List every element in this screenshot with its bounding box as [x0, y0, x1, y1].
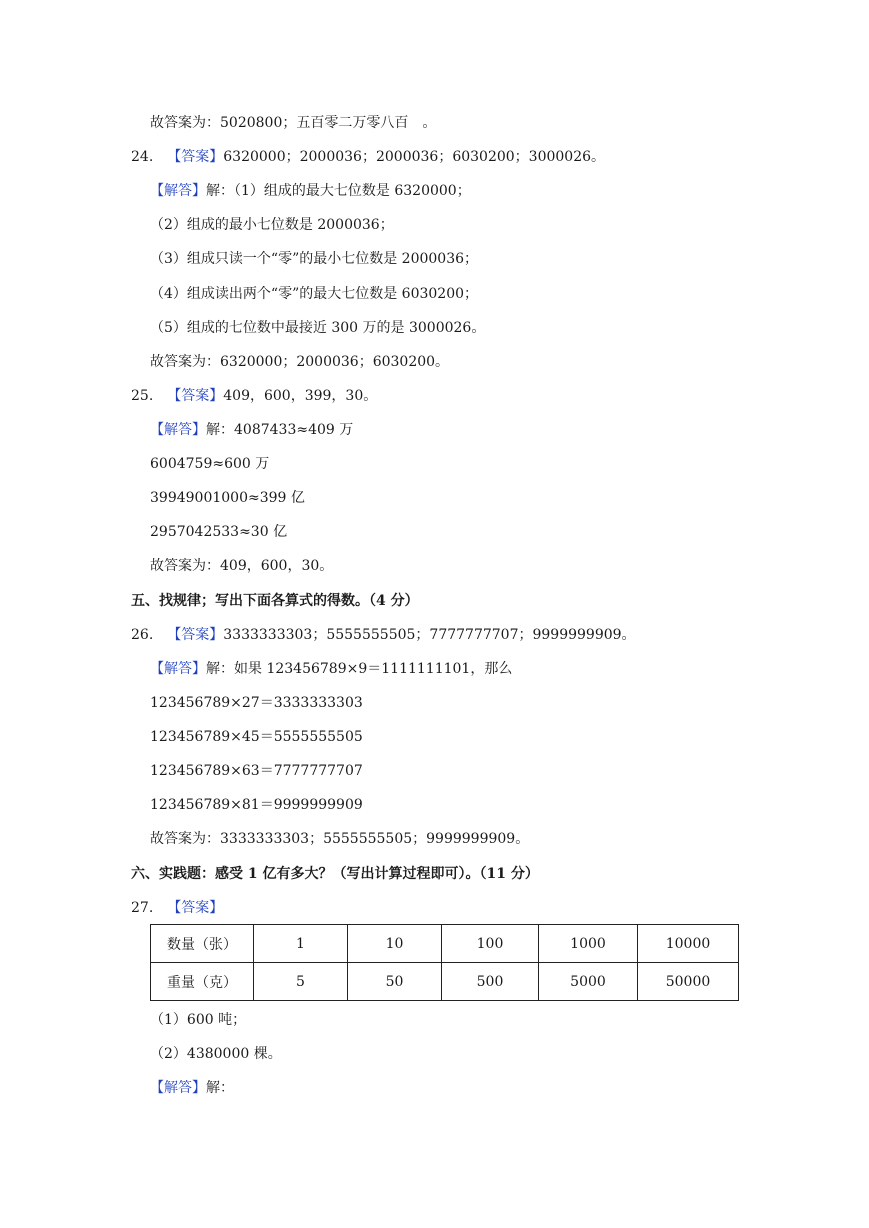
quantity-weight-table: [150, 924, 739, 1001]
question-number: 27.: [131, 900, 154, 916]
question-25-solution: 【解答】解：4087433≈409 万: [150, 422, 354, 438]
table-cell: 5: [254, 963, 348, 1001]
question-25-answer: 25. 【答案】409，600，399，30。: [131, 388, 378, 404]
question-26-solution: 【解答】解：如果 123456789×9＝1111111101，那么: [150, 661, 513, 677]
answer-tag: 【答案】: [167, 149, 224, 165]
question-27-solution: 【解答】解：: [150, 1080, 234, 1096]
answer-tag: 【答案】: [167, 900, 224, 916]
table-cell: 重量（克）: [151, 963, 254, 1001]
solution-step: （5）组成的七位数中最接近 300 万的是 3000026。: [150, 320, 486, 336]
answer-summary-25: 故答案为：409，600，30。: [150, 558, 334, 574]
answer-summary-23: 故答案为：5020800；五百零二万零八百 。: [150, 115, 437, 131]
answer-summary-24: 故答案为：6320000；2000036；6030200。: [150, 354, 450, 370]
table-row: [151, 963, 739, 1001]
solution-step: 123456789×81＝9999999909: [150, 797, 363, 813]
question-24-answer: 24. 【答案】6320000；2000036；2000036；6030200；3000026。: [131, 149, 606, 165]
table-cell: 1000: [539, 925, 638, 963]
table-row: [151, 925, 739, 963]
section-heading-6: 六、实践题：感受 1 亿有多大？（写出计算过程即可）。（11 分）: [131, 866, 539, 882]
answer-part-2: （2）4380000 棵。: [150, 1046, 282, 1062]
solution-tag: 【解答】: [150, 661, 206, 677]
answer-tag: 【答案】: [167, 627, 224, 643]
table-cell: 数量（张）: [151, 925, 254, 963]
solution-step: 6004759≈600 万: [150, 456, 270, 472]
question-number: 26.: [131, 627, 154, 643]
answer-tag: 【答案】: [167, 388, 224, 404]
answer-part-1: （1）600 吨；: [150, 1012, 247, 1028]
table-cell: 5000: [539, 963, 638, 1001]
solution-tag: 【解答】: [150, 1080, 206, 1096]
solution-step: 2957042533≈30 亿: [150, 524, 288, 540]
table-cell: 500: [442, 963, 539, 1001]
solution-step: （4）组成读出两个“零”的最大七位数是 6030200；: [150, 286, 479, 302]
table-cell: 100: [442, 925, 539, 963]
question-number: 25.: [131, 388, 154, 404]
solution-step: 123456789×27＝3333333303: [150, 695, 363, 711]
solution-tag: 【解答】: [150, 183, 206, 199]
solution-step: 123456789×63＝7777777707: [150, 763, 363, 779]
table-cell: 10000: [638, 925, 739, 963]
answer-summary-26: 故答案为：3333333303；5555555505；9999999909。: [150, 831, 530, 847]
solution-step: （3）组成只读一个“零”的最小七位数是 2000036；: [150, 251, 479, 267]
question-27-answer: [131, 899, 223, 917]
solution-step: 123456789×45＝5555555505: [150, 729, 363, 745]
table-cell: 50000: [638, 963, 739, 1001]
question-number: 24.: [131, 149, 154, 165]
question-24-solution: 【解答】解：（1）组成的最大七位数是 6320000；: [150, 183, 471, 199]
solution-step: （2）组成的最小七位数是 2000036；: [150, 217, 394, 233]
solution-step: 39949001000≈399 亿: [150, 490, 305, 506]
section-heading-5: 五、找规律；写出下面各算式的得数。（4 分）: [131, 593, 419, 609]
question-26-answer: 26. 【答案】3333333303；5555555505；7777777707；9999999909。: [131, 627, 636, 643]
table-cell: 1: [254, 925, 348, 963]
solution-tag: 【解答】: [150, 422, 206, 438]
table-cell: 50: [348, 963, 442, 1001]
table-cell: 10: [348, 925, 442, 963]
